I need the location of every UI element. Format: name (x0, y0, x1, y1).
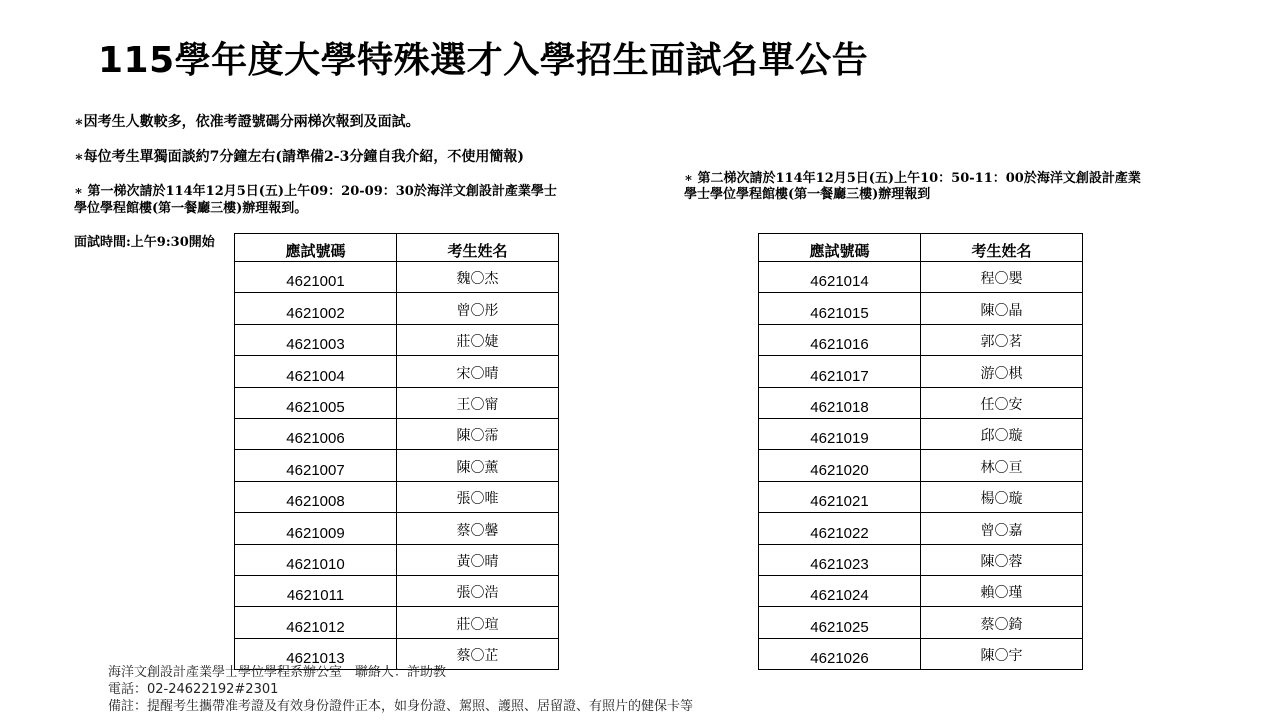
exam-number-cell: 4621017 (759, 356, 921, 387)
table-header-row (759, 234, 1083, 262)
exam-number-cell: 4621009 (235, 513, 397, 544)
footer-remark: 備註：提醒考生攜帶准考證及有效身份證件正本，如身份證、駕照、護照、居留證、有照片的健保卡等 (108, 699, 694, 714)
candidate-name-cell: 黃〇晴 (397, 544, 559, 575)
exam-number-cell: 4621003 (235, 324, 397, 355)
exam-number-cell: 4621014 (759, 262, 921, 293)
exam-number-cell: 4621018 (759, 387, 921, 418)
exam-number-cell: 4621002 (235, 293, 397, 324)
table-row (759, 324, 1083, 355)
candidate-name-cell: 蔡〇芷 (397, 638, 559, 669)
table-header-row (235, 234, 559, 262)
batch2-checkin-line1: ∗ 第二梯次請於114年12月5日(五)上午10：50-11：00於海洋文創設計產業 (684, 171, 1141, 186)
candidate-name-cell: 楊〇璇 (921, 481, 1083, 512)
candidate-name-cell: 程〇嬰 (921, 262, 1083, 293)
exam-number-cell: 4621001 (235, 262, 397, 293)
candidate-name-cell: 陳〇霈 (397, 418, 559, 449)
candidate-name-cell: 陳〇蓉 (921, 544, 1083, 575)
candidate-name-cell: 陳〇宇 (921, 638, 1083, 669)
table-row (235, 356, 559, 387)
exam-number-cell: 4621020 (759, 450, 921, 481)
table-row (759, 638, 1083, 669)
exam-number-cell: 4621004 (235, 356, 397, 387)
table-row (759, 607, 1083, 638)
table-row (235, 324, 559, 355)
candidate-name-cell: 邱〇璇 (921, 418, 1083, 449)
exam-number-cell: 4621005 (235, 387, 397, 418)
footer (108, 664, 693, 715)
candidate-name-cell: 魏〇杰 (397, 262, 559, 293)
batch2-roster-table (758, 233, 1083, 670)
candidate-name-cell: 任〇安 (921, 387, 1083, 418)
exam-number-cell: 4621021 (759, 481, 921, 512)
table-row (759, 450, 1083, 481)
page-title: 115學年度大學特殊選才入學招生面試名單公告 (98, 40, 869, 81)
candidate-name-cell: 游〇棋 (921, 356, 1083, 387)
batch1-roster-table (234, 233, 559, 670)
candidate-name-cell: 莊〇婕 (397, 324, 559, 355)
table-row (235, 262, 559, 293)
table-row (235, 575, 559, 606)
exam-number-cell: 4621013 (235, 638, 397, 669)
batch2-checkin-line2: 學士學位學程館樓(第一餐廳三樓)辦理報到 (684, 187, 931, 202)
candidate-name-cell: 莊〇瑄 (397, 607, 559, 638)
exam-number-cell: 4621023 (759, 544, 921, 575)
header-exam-number: 應試號碼 (759, 234, 921, 262)
footer-phone: 電話：02-24622192#2301 (108, 682, 279, 697)
table-row (235, 607, 559, 638)
header-candidate-name: 考生姓名 (397, 234, 559, 262)
exam-number-cell: 4621016 (759, 324, 921, 355)
header-candidate-name: 考生姓名 (921, 234, 1083, 262)
exam-number-cell: 4621026 (759, 638, 921, 669)
candidate-name-cell: 陳〇薰 (397, 450, 559, 481)
table-row (759, 262, 1083, 293)
exam-number-cell: 4621019 (759, 418, 921, 449)
candidate-name-cell: 張〇浩 (397, 575, 559, 606)
table-row (235, 481, 559, 512)
table-row (759, 575, 1083, 606)
candidate-name-cell: 張〇唯 (397, 481, 559, 512)
interview-start-time: 面試時間:上午9:30開始 (74, 235, 215, 250)
table-row (759, 418, 1083, 449)
candidate-name-cell: 陳〇晶 (921, 293, 1083, 324)
table-row (235, 418, 559, 449)
exam-number-cell: 4621024 (759, 575, 921, 606)
table-row (235, 293, 559, 324)
candidate-name-cell: 宋〇晴 (397, 356, 559, 387)
footer-contact-name: 許助教 (407, 665, 447, 680)
exam-number-cell: 4621007 (235, 450, 397, 481)
table-row (759, 356, 1083, 387)
exam-number-cell: 4621010 (235, 544, 397, 575)
candidate-name-cell: 蔡〇錡 (921, 607, 1083, 638)
candidate-name-cell: 蔡〇馨 (397, 513, 559, 544)
table-row (759, 293, 1083, 324)
batch1-checkin-line2: 學位學程館樓(第一餐廳三樓)辦理報到。 (74, 201, 308, 216)
candidate-name-cell: 林〇亘 (921, 450, 1083, 481)
table-row (759, 387, 1083, 418)
exam-number-cell: 4621006 (235, 418, 397, 449)
candidate-name-cell: 郭〇茗 (921, 324, 1083, 355)
table-row (235, 450, 559, 481)
note-interview-duration: ∗每位考生單獨面談約7分鐘左右(請準備2-3分鐘自我介紹，不使用簡報) (74, 149, 524, 165)
exam-number-cell: 4621012 (235, 607, 397, 638)
candidate-name-cell: 曾〇彤 (397, 293, 559, 324)
exam-number-cell: 4621025 (759, 607, 921, 638)
table-row (759, 481, 1083, 512)
footer-office: 海洋文創設計產業學士學位學程系辦公室 (108, 665, 343, 680)
candidate-name-cell: 王〇甯 (397, 387, 559, 418)
table-row (759, 513, 1083, 544)
note-candidate-count: ∗因考生人數較多，依准考證號碼分兩梯次報到及面試。 (74, 114, 420, 130)
candidate-name-cell: 賴〇瑾 (921, 575, 1083, 606)
table-row (235, 513, 559, 544)
exam-number-cell: 4621011 (235, 575, 397, 606)
exam-number-cell: 4621022 (759, 513, 921, 544)
header-exam-number: 應試號碼 (235, 234, 397, 262)
table-row (235, 544, 559, 575)
table-row (235, 387, 559, 418)
exam-number-cell: 4621008 (235, 481, 397, 512)
batch1-checkin-line1: ∗ 第一梯次請於114年12月5日(五)上午09：20-09：30於海洋文創設計產業學士 (74, 184, 557, 199)
footer-contact-line (108, 664, 693, 681)
footer-contact-label: 聯絡人： (355, 665, 408, 680)
exam-number-cell: 4621015 (759, 293, 921, 324)
candidate-name-cell: 曾〇嘉 (921, 513, 1083, 544)
table-row (759, 544, 1083, 575)
